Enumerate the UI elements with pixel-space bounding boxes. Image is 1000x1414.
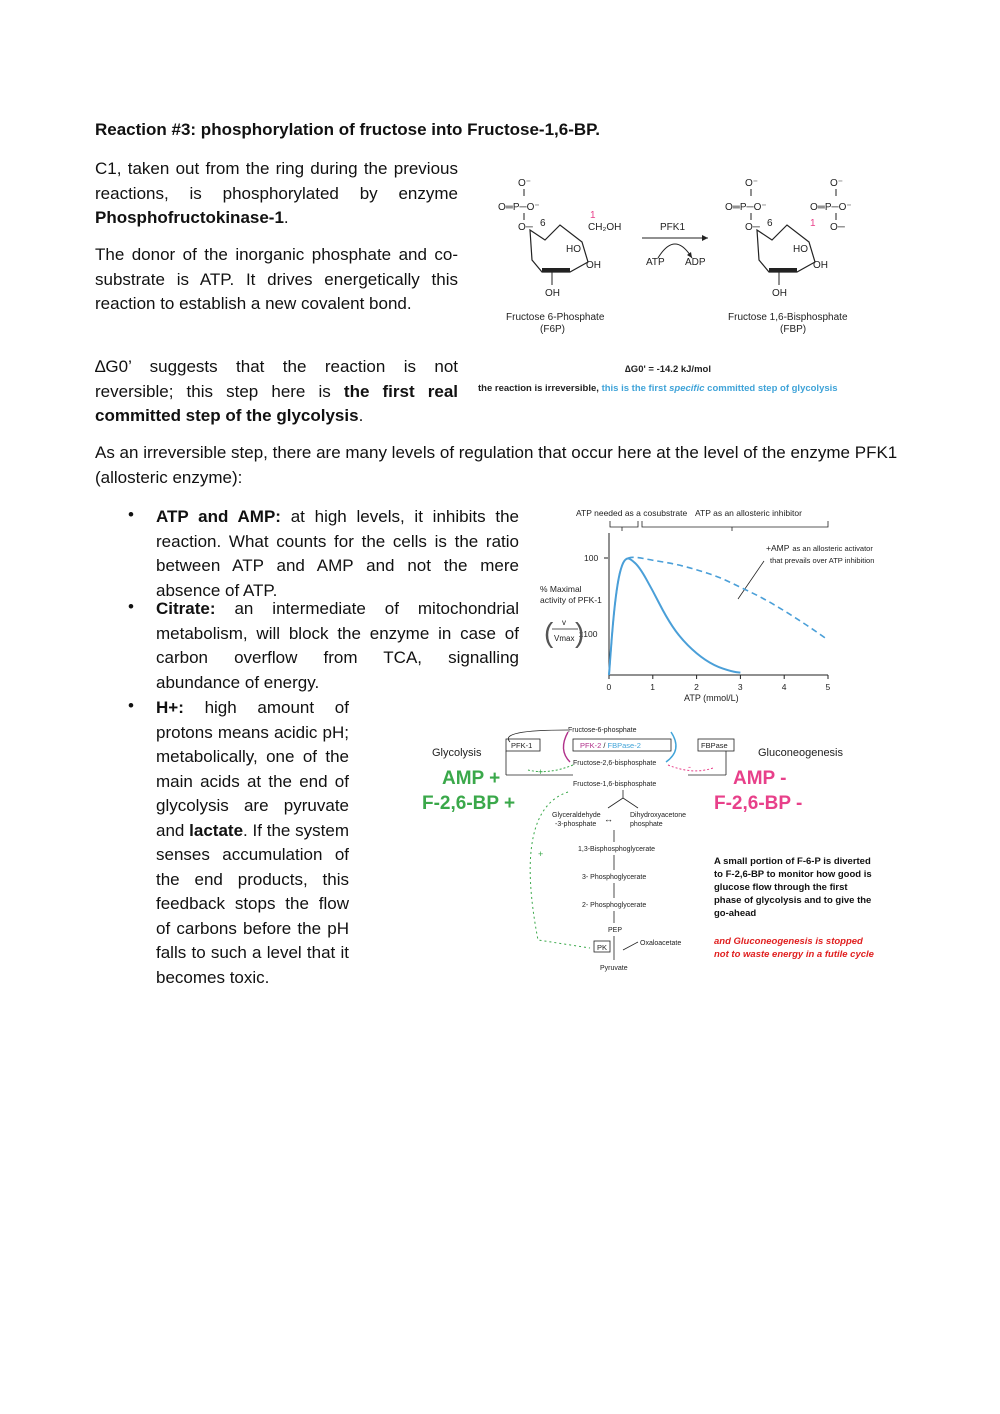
reg-g3p-1: Glyceraldehyde <box>552 812 601 819</box>
series-amp-line <box>609 557 828 675</box>
reg-fbpase: FBPase <box>701 741 728 750</box>
amp-label-1: +AMP <box>766 543 790 553</box>
p3-bold: the first real committed step of the glycolysis <box>95 381 459 425</box>
chart-y-v: v <box>562 618 566 627</box>
reg-plus-1: + <box>538 767 544 777</box>
reg-f16bp: Fructose-1,6-bisphosphate <box>573 781 657 788</box>
right-name: Fructose 1,6-Bisphosphate <box>728 312 848 323</box>
series-atp-line <box>609 558 740 675</box>
reg-note-red-1: and Gluconeogenesis is stopped <box>714 936 863 947</box>
x-tick-label: 2 <box>694 682 699 692</box>
chart-ylabel-1: % Maximal <box>540 584 582 594</box>
bullet-dot: • <box>128 696 134 715</box>
p3-end: . <box>358 406 364 425</box>
right-ho: HO <box>793 244 808 255</box>
right-o-dash: O─ <box>745 222 760 233</box>
bullet-h-text: high amount of protons means acidic pH; metabolically, one of the main acids at the end of glycolysis are pyruvate and <box>156 698 349 840</box>
reg-pfk1: PFK-1 <box>511 741 533 750</box>
left-ch2oh: CH₂OH <box>588 222 622 233</box>
caption-blue-2: committed step of glycolysis <box>704 383 838 394</box>
section-heading: Reaction #3: phosphorylation of fructose into Fructose-1,6-BP. <box>95 120 601 139</box>
caption-italic: specific <box>669 383 705 394</box>
x-tick-label: 5 <box>825 682 831 692</box>
left-phosphate: O═P─O⁻ <box>498 202 540 213</box>
reg-isomerase-arrow: ↔ <box>604 814 613 824</box>
bullet-atp-amp-text: at high levels, it inhibits the reaction. What counts for the cells is the ratio between ATP and AMP and not the mere absence of ATP. <box>156 507 519 600</box>
right-oh-right: OH <box>813 260 828 271</box>
regulation-figure <box>418 720 908 978</box>
reg-note-2: to F-2,6-BP to monitor how good is <box>714 869 872 880</box>
left-o-minus: O⁻ <box>518 178 532 189</box>
paragraph-dg <box>95 355 458 429</box>
reg-slash: / <box>601 741 608 750</box>
bullet-h-lactate: lactate <box>189 820 244 840</box>
caption-blue-1: this is the first <box>601 383 670 394</box>
bullet-h-text2: . If the system senses accumulation of the end products, this feedback stops the flow of carbons before the pH falls to such a level that it becomes toxic. <box>156 820 350 987</box>
reg-f26-plus: F-2,6-BP + <box>422 793 516 814</box>
chart-ylabel-2: activity of PFK-1 <box>540 595 602 605</box>
reg-note-5: go-ahead <box>714 908 757 919</box>
amp-label-2: as an allosteric activator <box>792 544 873 553</box>
reg-note-red-2: not to waste energy in a futile cycle <box>714 949 874 960</box>
reg-dhap-2: phosphate <box>630 821 663 828</box>
bullet-dot: • <box>128 505 134 524</box>
amp-label <box>766 543 873 553</box>
bullet-h-term: H+: <box>156 698 184 717</box>
reg-dhap-1: Dihydroxyacetone <box>630 812 687 819</box>
right-phosphate-1: O═P─O⁻ <box>725 202 767 213</box>
chart-xlabel: ATP (mmol/L) <box>684 693 739 703</box>
reg-note-4: phase of glycolysis and to give the <box>714 895 872 906</box>
x-tick-label: 4 <box>781 682 787 692</box>
left-abbr: (F6P) <box>540 324 565 335</box>
bullet-h-plus <box>156 696 349 990</box>
left-oh-right: OH <box>586 260 601 271</box>
reg-pfk2: PFK-2 <box>580 741 602 750</box>
reg-minus: - <box>688 762 691 772</box>
chart-top-label-1: ATP needed as a cosubstrate <box>576 508 688 518</box>
right-o: O─ <box>830 222 845 233</box>
reg-gluconeogenesis: Gluconeogenesis <box>758 747 844 759</box>
adp-label: ADP <box>685 257 706 268</box>
bullet-dot: • <box>128 597 134 616</box>
paragraph-atp-donor: The donor of the inorganic phosphate and co-substrate is ATP. It drives energetically this reaction to establish a new covalent bond. <box>95 245 458 313</box>
right-o-minus-2: O⁻ <box>830 178 844 189</box>
delta-g: ∆G0' = -14.2 kJ/mol <box>625 364 711 375</box>
bullet-atp-amp-term: ATP and AMP: <box>156 507 281 526</box>
reg-note-1: A small portion of F-6-P is diverted <box>714 856 871 867</box>
reg-pep: PEP <box>608 927 623 934</box>
reg-f6p: Fructose-6-phosphate <box>568 727 637 734</box>
paragraph-regulation: As an irreversible step, there are many levels of regulation that occur here at the level of the enzyme PFK1 (allosteric enzyme): <box>95 443 898 487</box>
reg-3pg: 3- Phosphoglycerate <box>582 874 647 881</box>
right-oh-bottom: OH <box>772 288 787 299</box>
amp-pointer <box>738 561 764 599</box>
bullet-atp-amp <box>156 505 519 603</box>
reg-note-red <box>714 936 875 960</box>
left-c6: 6 <box>540 218 546 229</box>
reg-pfk2-label <box>580 741 641 750</box>
chart-y-100: 100 <box>584 553 599 563</box>
reg-note <box>714 856 872 919</box>
reg-pk: PK <box>597 943 608 952</box>
left-c1: 1 <box>590 210 596 221</box>
caption-black: the reaction is irreversible, <box>478 383 602 394</box>
pfk1-label: PFK1 <box>660 222 686 233</box>
bullet-citrate <box>156 597 519 695</box>
pfk1-activity-chart <box>532 503 892 713</box>
right-c1: 1 <box>810 218 816 229</box>
x-tick-label: 3 <box>737 682 743 692</box>
reg-f26-minus: F-2,6-BP - <box>714 793 803 814</box>
p1-text: C1, taken out from the ring during the previous reactions, is phosphorylated by enzyme <box>95 159 458 203</box>
reg-g3p-2: -3-phosphate <box>555 821 597 828</box>
chart-y-vmax: Vmax <box>554 634 575 643</box>
reg-f26bp: Fructose-2,6-bisphosphate <box>573 760 657 767</box>
left-ho: HO <box>566 244 581 255</box>
reg-amp-minus: AMP - <box>733 768 787 789</box>
reg-fbpase2: FBPase-2 <box>607 741 641 750</box>
atp-label: ATP <box>646 257 665 268</box>
reaction-caption <box>478 383 838 394</box>
reg-bpg: 1,3-Bisphosphoglycerate <box>578 846 656 853</box>
left-oh-bottom: OH <box>545 288 560 299</box>
left-o-dash: O─ <box>518 222 533 233</box>
right-abbr: (FBP) <box>780 324 807 335</box>
chart-top-label-2: ATP as an allosteric inhibitor <box>695 508 802 518</box>
p1-enzyme: Phosphofructokinase-1 <box>95 208 284 227</box>
bullet-citrate-text: an intermediate of mitochondrial metabolism, will block the enzyme in case of carbon overflow from TCA, signalling abundance of energy. <box>156 599 519 692</box>
reg-plus-2: + <box>538 849 544 859</box>
reg-oaa: Oxaloacetate <box>640 940 682 947</box>
x-tick-label: 1 <box>650 682 656 692</box>
pfk1-reaction-figure <box>470 170 890 400</box>
p1-end: . <box>283 208 289 227</box>
reg-amp-plus: AMP + <box>442 768 501 789</box>
bullet-citrate-term: Citrate: <box>156 599 216 618</box>
amp-label-3: that prevails over ATP inhibition <box>770 556 875 565</box>
right-o-minus-1: O⁻ <box>745 178 759 189</box>
reg-pyruvate: Pyruvate <box>600 965 628 972</box>
reg-2pg: 2- Phosphoglycerate <box>582 902 647 909</box>
chart-y-x100: x100 <box>579 629 598 639</box>
right-phosphate-2: O═P─O⁻ <box>810 202 852 213</box>
right-c6: 6 <box>767 218 773 229</box>
svg-text:): ) <box>575 617 585 648</box>
left-name: Fructose 6-Phosphate <box>506 312 605 323</box>
reg-note-3: glucose flow through the first <box>714 882 848 893</box>
reg-glycolysis: Glycolysis <box>432 747 482 759</box>
x-tick-label: 0 <box>606 682 612 692</box>
svg-text:(: ( <box>544 617 554 648</box>
paragraph-pfk1 <box>95 157 458 231</box>
p3-text: ∆G0’ suggests that the reaction is not reversible; this step here is <box>95 357 458 401</box>
